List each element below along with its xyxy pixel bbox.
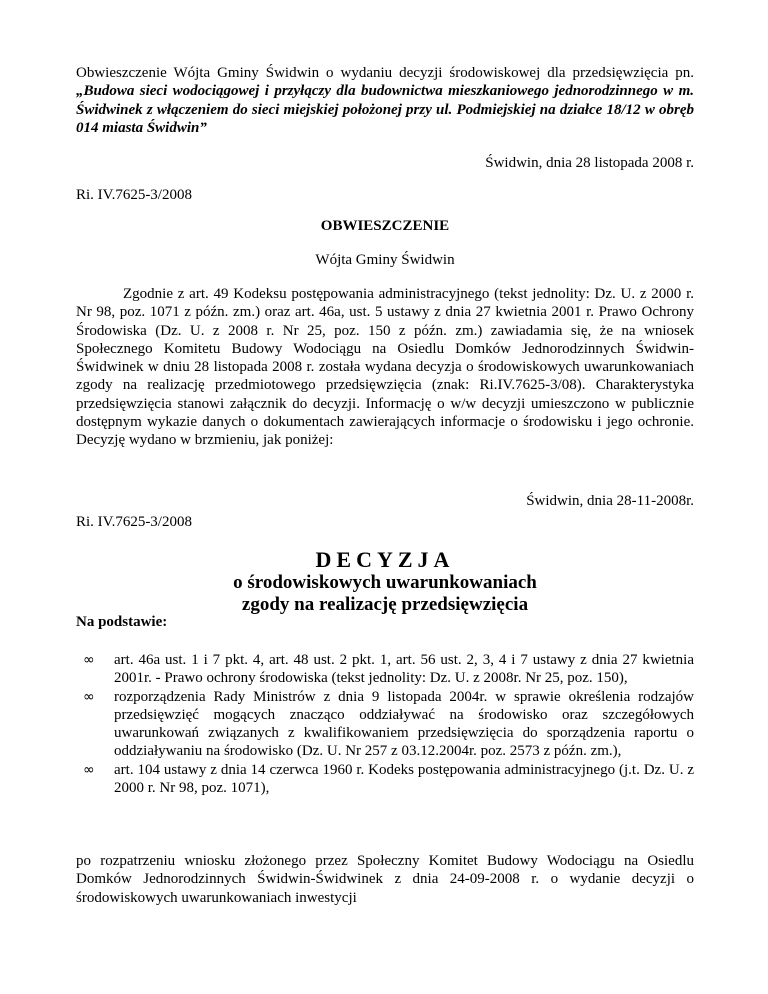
- list-item-text: rozporządzenia Rady Ministrów z dnia 9 listopada 2004r. w sprawie określenia rodzajów przedsięwzięć mogących znacząco oddziaływać na środowisko oraz szczegółowych uwarunkowań związanych z kwalifikowaniem przedsięwzięcia do sporządzenia raportu o oddziaływaniu na środowisko (Dz. U. Nr 257 z 03.12.2004r. poz. 2573 z późn. zm.),: [114, 688, 694, 760]
- list-item: [76, 651, 694, 688]
- decision-reference-number: Ri. IV.7625-3/2008: [76, 514, 192, 530]
- list-item: [76, 761, 694, 798]
- legal-basis-label: Na podstawie:: [76, 614, 168, 630]
- legal-basis-list: [76, 651, 694, 797]
- intro-paragraph: [76, 64, 694, 137]
- bullet-icon: ∞: [83, 652, 95, 668]
- notice-date: Świdwin, dnia 28 listopada 2008 r.: [485, 155, 694, 171]
- decision-date: Świdwin, dnia 28-11-2008r.: [526, 493, 694, 509]
- list-item-text: art. 104 ustawy z dnia 14 czerwca 1960 r. Kodeks postępowania administracyjnego (j.t. Dz. U. z 2000 r. Nr 98, poz. 1071),: [114, 761, 694, 797]
- bullet-icon: ∞: [83, 688, 95, 705]
- notice-reference-number: Ri. IV.7625-3/2008: [76, 187, 192, 203]
- list-item-text: art. 46a ust. 1 i 7 pkt. 4, art. 48 ust. 2 pkt. 1, art. 56 ust. 2, 3, 4 i 7 ustawy z dnia 27 kwietnia 2001r. - Prawo ochrony środowiska (tekst jednolity: Dz. U. z 2008r. Nr 25, poz. 150),: [114, 652, 694, 687]
- decision-subtitle-line1: o środowiskowych uwarunkowaniach: [233, 572, 537, 593]
- decision-subtitle-line2: zgody na realizację przedsięwzięcia: [241, 594, 529, 615]
- notice-title: OBWIESZCZENIE: [320, 218, 450, 234]
- decision-title: DECYZJA: [315, 547, 455, 572]
- intro-plain-text: Obwieszczenie Wójta Gminy Świdwin o wydaniu decyzji środowiskowej dla przedsięwzięcia pn.: [76, 65, 694, 81]
- notice-body: Zgodnie z art. 49 Kodeksu postępowania administracyjnego (tekst jednolity: Dz. U. z 2000 r. Nr 98, poz. 1071 z późn. zm.) oraz art. 46a, ust. 5 ustawy z dnia 27 kwietnia 2001 r. Prawo Ochrony Środowiska (Dz. U. z 2008 r. Nr 25, poz. 150 z późn. zm.) zawiadamia się, że na wniosek Społecznego Komitetu Budowy Wodociągu na Osiedlu Domków Jednorodzinnych Świdwin-Świdwinek w dniu 28 listopada 2008 r. została wydana decyzja o środowiskowych uwarunkowaniach zgody na realizację przedmiotowego przedsięwzięcia (znak: Ri.IV.7625-3/08). Charakterystyka przedsięwzięcia stanowi załącznik do decyzji. Informację o w/w decyzji umieszczono w publicznie dostępnym wykazie danych o dokumentach zawierających informacje o środowisku i jego ochronie. Decyzję wydano w brzmieniu, jak poniżej:: [76, 286, 694, 449]
- bullet-icon: ∞: [83, 761, 95, 778]
- closing-paragraph: po rozpatrzeniu wniosku złożonego przez Społeczny Komitet Budowy Wodociągu na Osiedlu Domków Jednorodzinnych Świdwin-Świdwinek z dnia 24-09-2008 r. o wydanie decyzji o środowiskowych uwarunkowaniach inwestycji: [76, 853, 694, 906]
- notice-subtitle: Wójta Gminy Świdwin: [315, 252, 455, 268]
- list-item: [76, 688, 694, 761]
- intro-project-name: „Budowa sieci wodociągowej i przyłączy dla budownictwa mieszkaniowego jednorodzinnego w m. Świdwinek z włączeniem do sieci miejskiej położonej przy ul. Podmiejskiej na działce 18/12 w obręb 014 miasta Świdwin”: [76, 83, 694, 136]
